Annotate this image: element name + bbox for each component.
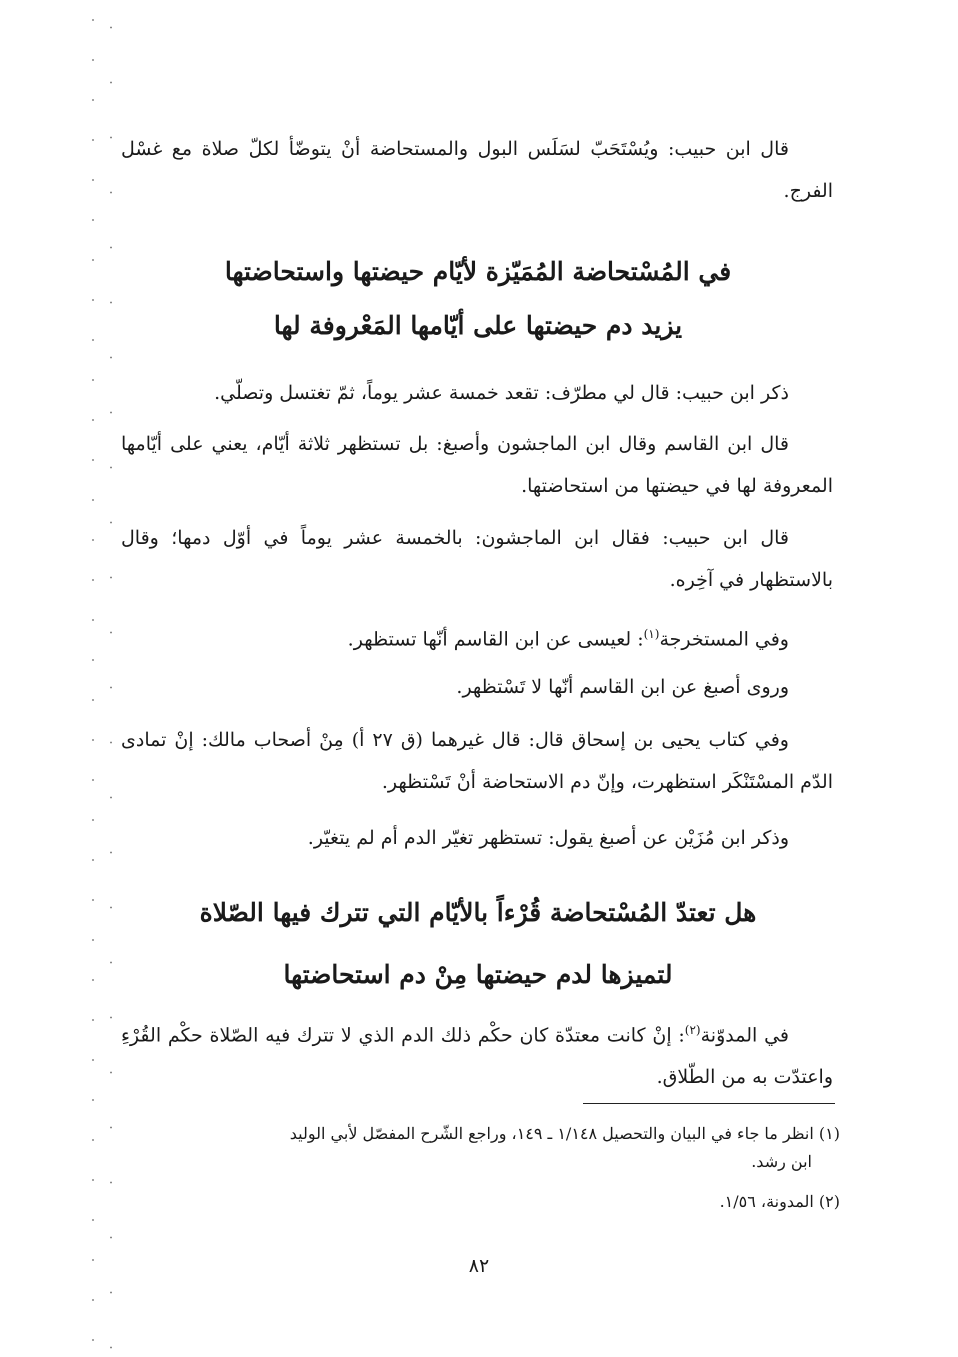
- paragraph-asbagh: وروى أصبغ عن ابن القاسم أنّها لا تَسْتظهر.: [456, 676, 789, 698]
- scan-margin-dots-left-inner: [110, 0, 112, 1357]
- mustakhraja-text-before: وفي المستخرجة: [659, 628, 789, 651]
- paragraph-mudawwana: [121, 1009, 833, 1098]
- paragraph-mutarrif: ذكر ابن حبيب: قال لي مطرّف: تقعد خمسة عشر يوماً، ثمّ تغتسل وتصلّي.: [214, 382, 789, 404]
- section-heading-1: [138, 245, 818, 353]
- section-heading-2: [138, 886, 818, 1002]
- footnote-ref-2[interactable]: (٢): [684, 1023, 701, 1037]
- mudawwana-text-before: في المدوّنة: [700, 1024, 789, 1047]
- footnote-2-number: (٢): [818, 1192, 840, 1211]
- paragraph-ibn-al-majishun: [121, 517, 833, 601]
- section-heading-1-line-2: يزيد دم حيضتها على أيّامها المَعْروفة لها: [273, 311, 683, 340]
- paragraph-ibn-muzayn: وذكر ابن مُزَيْن عن أصبغ يقول: تستظهر تغيّر الدم أم لم يتغيّر.: [307, 827, 789, 849]
- paragraph-ibn-al-majishun-text: قال ابن حبيب: فقال ابن الماجشون: بالخمسة عشر يوماً في أوّل دمها؛ وقال بالاستظهار في آخِره.: [121, 527, 833, 591]
- footnote-1-continuation: ابن رشد.: [751, 1152, 812, 1171]
- mudawwana-text-after: : إنْ كانت معتدّة كان حكْم ذلك الدم الذي لا تترك فيه الصّلاة حكْم القُرْءِ واعتدّت به من الطّلاق.: [121, 1024, 833, 1089]
- section-heading-1-line-1: في المُسْتحاضة المُمَيّزة لأيّام حيضتها واستحاضتها: [224, 257, 732, 286]
- section-heading-2-line-2: لتميزها لدم حيضتها مِنْ دم استحاضتها: [283, 960, 673, 989]
- footnote-ref-1[interactable]: (١): [643, 627, 660, 641]
- paragraph-ibn-habib-istihbab: قال ابن حبيب: ويُسْتَحَبّ لسَلَس البول والمستحاضة أنْ يتوضّأ لكلّ صلاة مع غسْل الفرج.: [121, 138, 833, 202]
- mustakhraja-text-after: : لعيسى عن ابن القاسم أنّها تستظهر.: [347, 628, 644, 651]
- page-number: ٨٢: [468, 1255, 490, 1277]
- footnote-1: [120, 1120, 840, 1176]
- footnote-1-number: (١): [818, 1124, 840, 1143]
- section-heading-2-line-1: هل تعتدّ المُسْتحاضة قُرْءاً بالأيّام التي تترك فيها الصّلاة: [199, 898, 757, 927]
- footnote-2-text: المدونة، ١/٥٦.: [719, 1192, 814, 1211]
- footnote-2: [120, 1188, 840, 1216]
- footnote-separator: [583, 1103, 835, 1104]
- paragraph-yahya-ibn-ishaq: وفي كتاب يحيى بن إسحاق قال: قال غيرهما (ق ٢٧ أ) مِنْ أصحاب مالك: إنْ تمادى الدّم المسْتَنْكَر استظهرت، وإنّ دم الاستحاضة أنْ تَسْتظهر.: [121, 729, 833, 793]
- footnote-1-text: انظر ما جاء في البيان والتحصيل ١/١٤٨ ـ ١٤٩، وراجع الشّرح المفصّل لأبي الوليد: [289, 1124, 814, 1143]
- paragraph-mustakhraja: [121, 613, 833, 660]
- scan-margin-dots-left: [92, 0, 94, 1357]
- paragraph-ibn-al-qasim: قال ابن القاسم وقال ابن الماجشون وأصبغ: بل تستظهر ثلاثة أيّام، يعني على أيّامها المعروفة لها في حيضتها من استحاضتها.: [121, 433, 833, 497]
